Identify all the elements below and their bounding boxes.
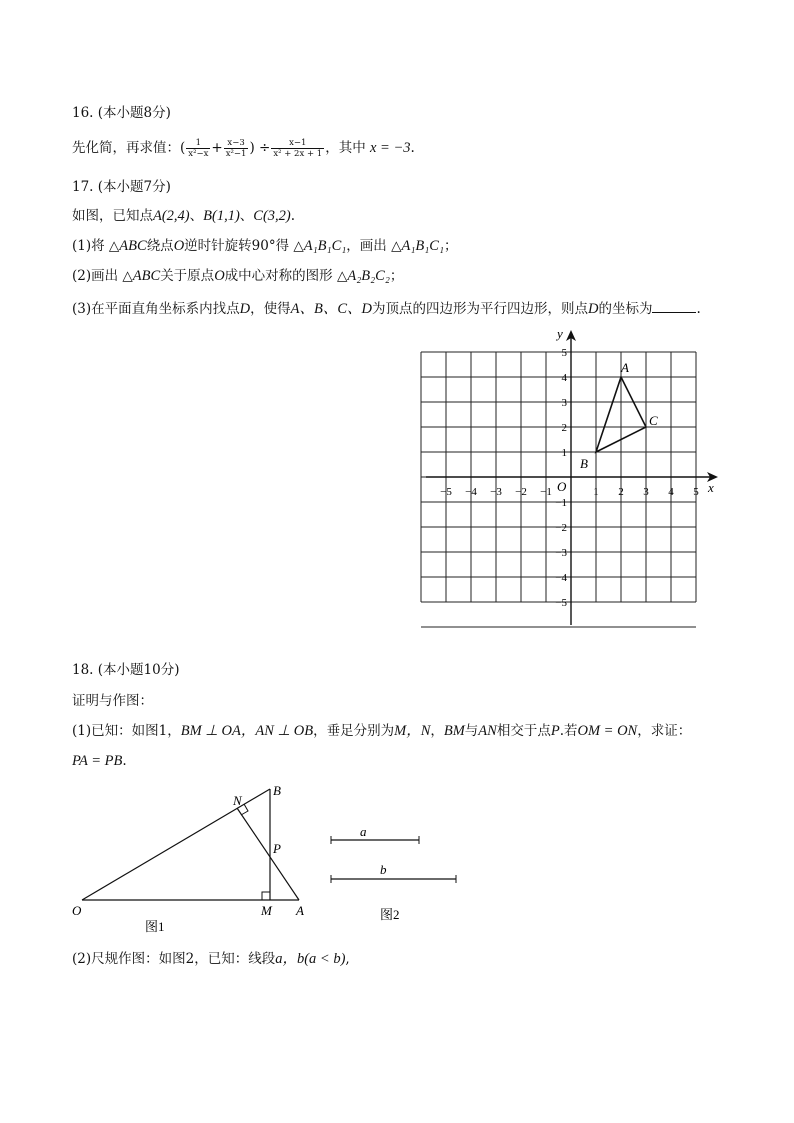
q18-part1 (72, 722, 691, 740)
sep: 、 (189, 208, 204, 224)
feet-m-n: M，N (394, 723, 431, 739)
q18-intro: 证明与作图： (72, 693, 153, 709)
text: (1)将 △ (72, 238, 120, 254)
text: 为顶点的四边形为平行四边形，则点 (371, 301, 588, 317)
q16-expression (72, 138, 415, 159)
fraction-1 (186, 138, 210, 159)
figure-2 (320, 820, 470, 930)
text: 与 (464, 723, 479, 739)
point-d: D (587, 301, 599, 317)
coordinate-grid (420, 325, 730, 630)
text: ，求证： (637, 723, 692, 739)
fraction-2-denominator: x²−1 (225, 149, 247, 159)
triangle-a1b1c1: A₁B₁C₁ (303, 238, 347, 254)
text: (1)已知：如图1， (72, 723, 181, 739)
label-b: B (273, 783, 281, 798)
segment-an: AN (478, 723, 497, 739)
point-o: O (214, 268, 225, 284)
y-tick-label: 4 (561, 372, 567, 384)
text: 的坐标为 (598, 301, 653, 317)
label-segment-a: a (360, 824, 367, 839)
text: .若 (559, 723, 578, 739)
figure-1-caption: 图1 (145, 919, 165, 934)
text: ， (430, 723, 444, 739)
y-axis-label: y (557, 326, 563, 341)
q16-title: 16. (本小题8分) (72, 105, 171, 121)
fraction-3-numerator: x−1 (289, 138, 307, 148)
point-d: D (239, 301, 251, 317)
q18-part2 (72, 950, 350, 968)
text: (3)在平面直角坐标系内找点 (72, 301, 240, 317)
point-p: P (550, 723, 560, 739)
q17-part2 (72, 267, 403, 285)
q17-part3 (72, 300, 701, 318)
point-a-coord: A(2,4) (153, 208, 190, 224)
y-tick-label: −1 (555, 497, 567, 509)
fraction-3-denominator: x² + 2x + 1 (273, 149, 323, 159)
perpendicular-conditions: BM ⊥ OA，AN ⊥ OB (180, 723, 314, 739)
label-segment-b: b (380, 862, 387, 877)
triangle-a1b1c1: A₁B₁C₁ (401, 238, 444, 254)
q17-title: 17. (本小题7分) (72, 179, 171, 195)
q16-lead: 先化简，再求值：( (72, 140, 186, 156)
text: ，使得 (250, 301, 291, 317)
q17-given-text: 如图，已知点 (72, 208, 153, 224)
fraction-2-numerator: x−3 (227, 138, 245, 148)
label-p: P (273, 841, 281, 856)
figure-2-caption: 图2 (380, 907, 400, 922)
close-paren-divide: ) ÷ (249, 140, 271, 156)
text: ； (389, 268, 404, 284)
text: ，垂足分别为 (313, 723, 395, 739)
point-label-b: B (580, 456, 588, 471)
text: 逆时针旋转90°得 △ (184, 238, 304, 254)
text: 绕点 (146, 238, 174, 254)
q18-goal (72, 752, 127, 770)
segment-an (237, 808, 299, 900)
segment-bm: BM (443, 723, 465, 739)
segments-a-b: a，b(a < b) (275, 951, 346, 967)
text: ； (444, 238, 458, 254)
text: . (696, 301, 701, 317)
y-tick-label: −5 (555, 597, 567, 609)
x-tick-label: 2 (618, 486, 624, 498)
x-tick-label: −4 (465, 486, 477, 498)
x-axis-label: x (708, 480, 714, 495)
x-tick-label: −2 (515, 486, 527, 498)
text: 成中心对称的图形 △ (224, 268, 348, 284)
triangle-a2b2c2: A₂B₂C₂ (347, 268, 390, 284)
x-tick-label: 3 (643, 486, 649, 498)
q16-tail: ，其中 (325, 140, 366, 156)
q18-title: 18. (本小题10分) (72, 662, 180, 678)
plus-sign: + (211, 140, 223, 156)
triangle-abc: ABC (119, 238, 147, 254)
text: . (122, 753, 127, 769)
text: 相交于点 (496, 723, 551, 739)
point-c-coord: C(3,2) (253, 208, 291, 224)
point-b-coord: B(1,1) (203, 208, 240, 224)
q16-end: . (410, 140, 415, 156)
text: 关于原点 (160, 268, 215, 284)
equation-om-on: OM = ON (577, 723, 638, 739)
triangle-abc: ABC (132, 268, 161, 284)
fraction-1-denominator: x²−x (188, 149, 209, 159)
y-tick-label: 2 (561, 422, 567, 434)
fraction-3 (271, 138, 324, 159)
fraction-2 (224, 138, 249, 159)
point-label-a: A (621, 360, 629, 375)
points-list: A、B、C、D (290, 301, 372, 317)
tick-labels (440, 347, 699, 609)
q16-condition: x = −3 (370, 140, 411, 156)
point-o: O (173, 238, 185, 254)
given-end: . (290, 208, 296, 224)
q17-part1 (72, 237, 458, 255)
answer-blank[interactable] (652, 300, 696, 313)
x-tick-label: −1 (540, 486, 552, 498)
label-a: A (296, 903, 304, 918)
fraction-1-numerator: 1 (195, 138, 202, 148)
figure-1 (60, 775, 320, 940)
x-tick-label: 5 (693, 486, 699, 498)
x-tick-label: 1 (593, 486, 599, 498)
sep: 、 (239, 208, 254, 224)
x-tick-label: 4 (668, 486, 674, 498)
point-label-c: C (649, 413, 658, 428)
q17-given (72, 207, 295, 225)
axes (426, 326, 718, 625)
label-n: N (233, 793, 242, 808)
text: (2)尺规作图：如图2，已知：线段 (72, 951, 276, 967)
text: (2)画出 △ (72, 268, 133, 284)
text: , (345, 951, 350, 967)
y-tick-label: −3 (555, 547, 567, 559)
label-o: O (72, 903, 82, 918)
x-tick-label: −5 (440, 486, 452, 498)
x-tick-label: −3 (490, 486, 502, 498)
text: ，画出 △ (346, 238, 402, 254)
origin-label: O (557, 479, 567, 494)
y-tick-label: 1 (561, 447, 567, 459)
segment-ob (82, 789, 270, 900)
y-tick-label: −4 (555, 572, 567, 584)
y-tick-label: 5 (561, 347, 567, 359)
goal-pa-pb: PA = PB (72, 753, 123, 769)
label-m: M (261, 903, 272, 918)
y-tick-label: 3 (561, 397, 567, 409)
right-angle-mark-m (262, 892, 270, 900)
y-tick-label: −2 (555, 522, 567, 534)
